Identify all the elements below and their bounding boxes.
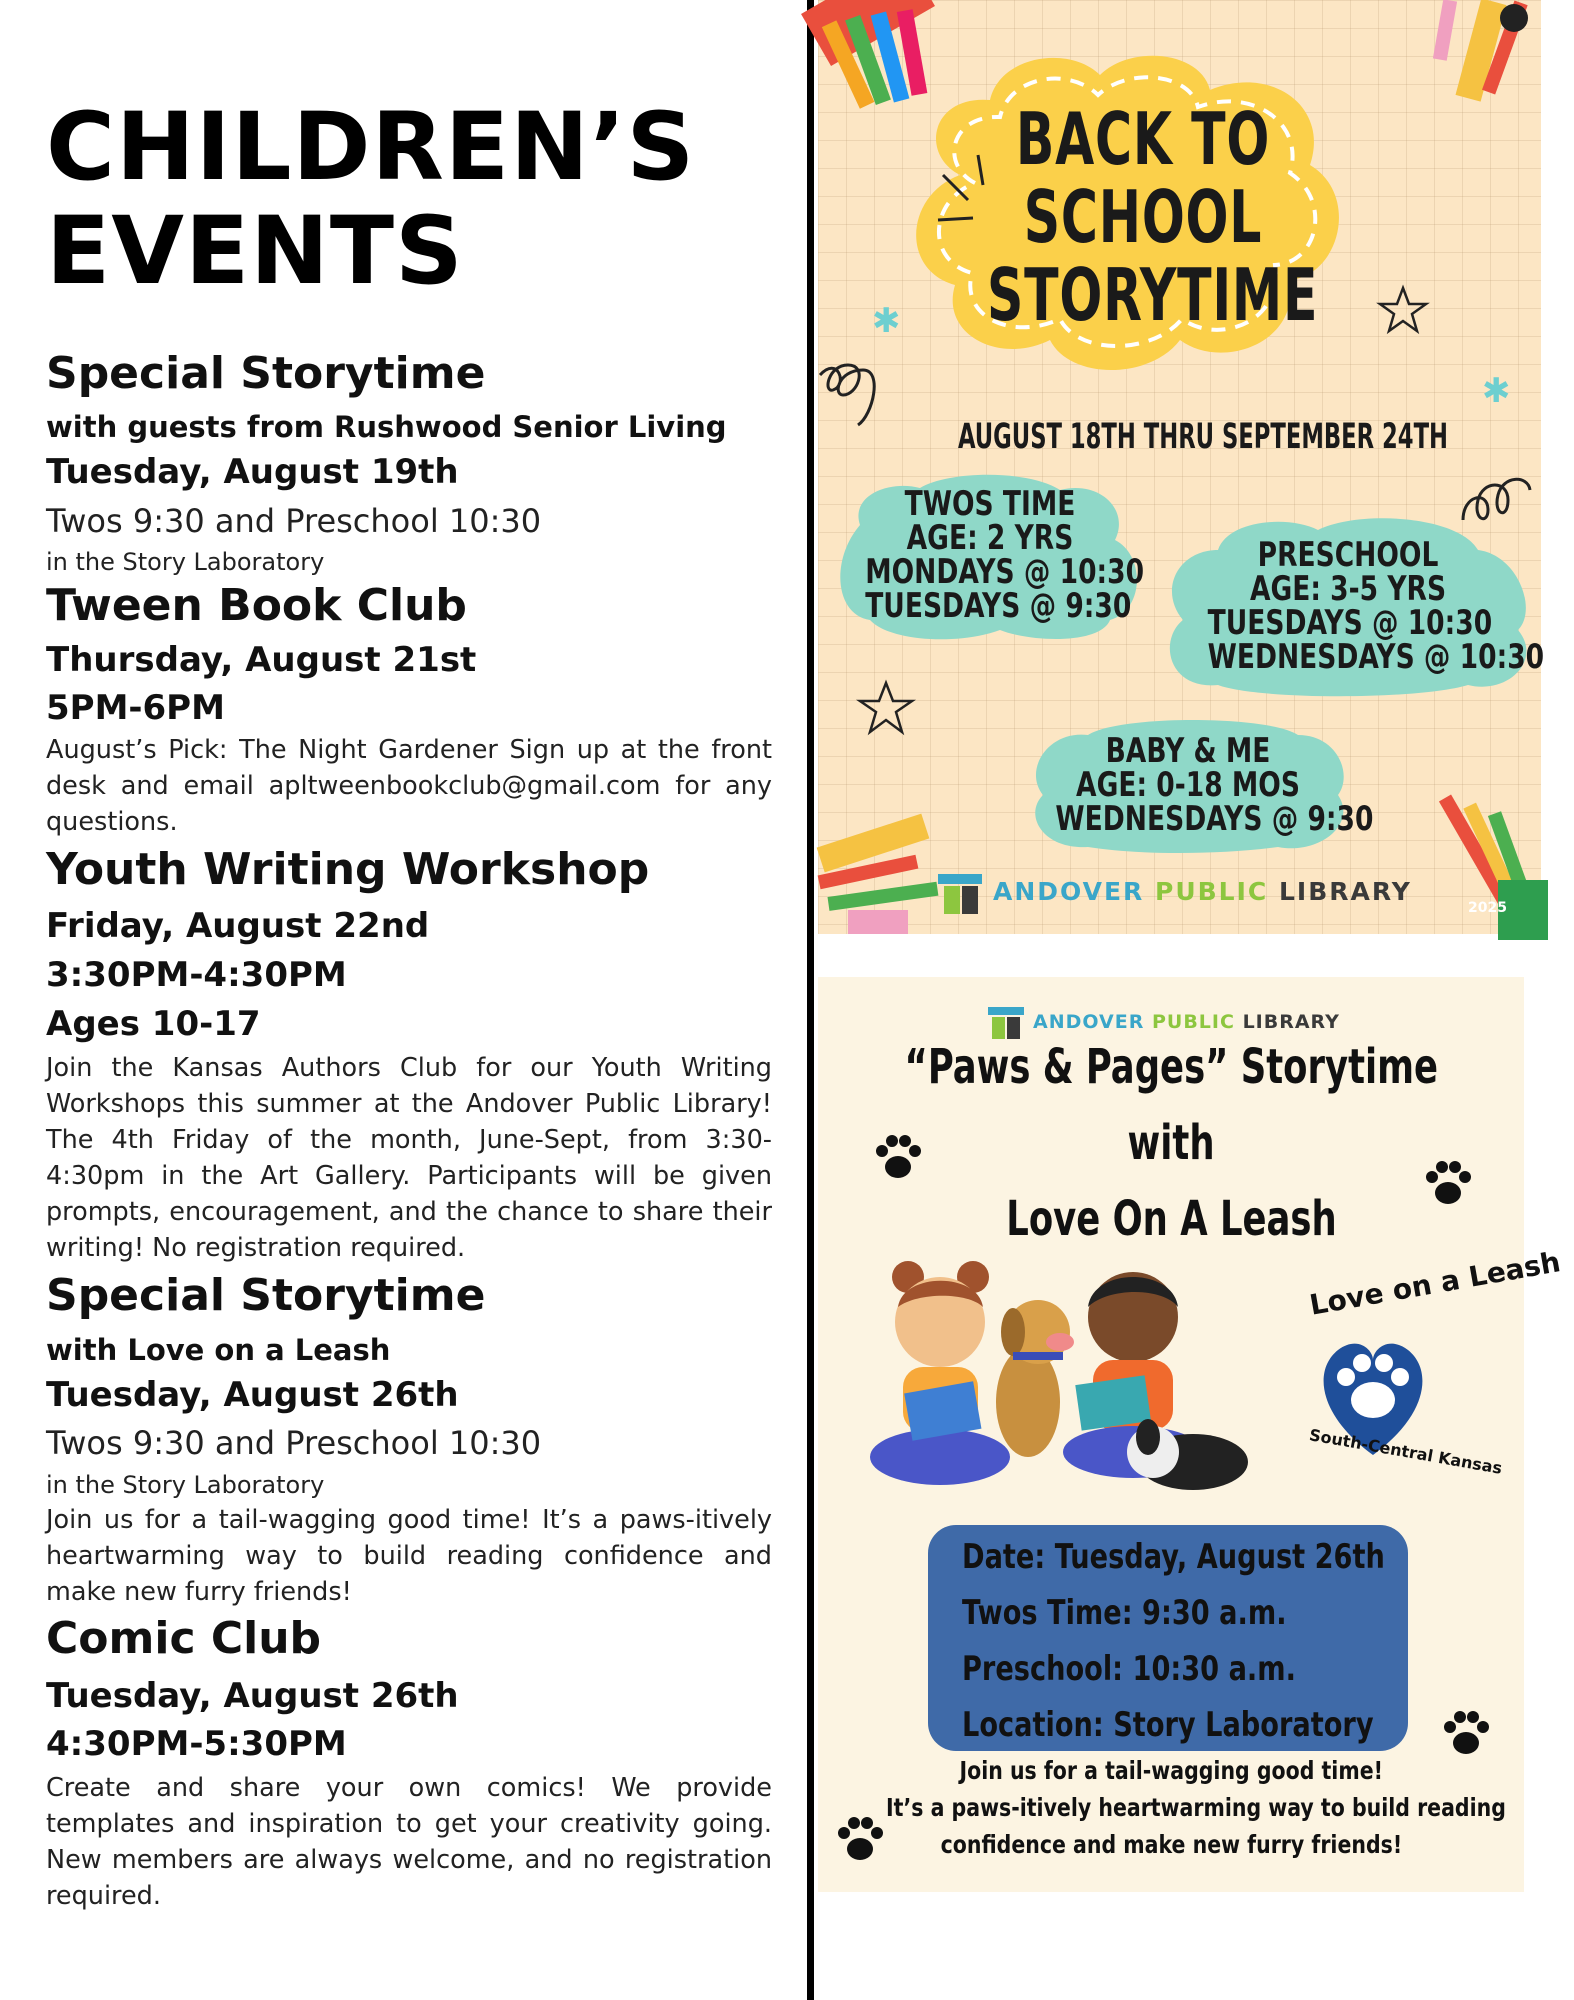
event-ages: Ages 10-17 [46, 1004, 261, 1044]
pencils-icon [1428, 0, 1541, 110]
column-divider [807, 0, 814, 2000]
svg-text:✱: ✱ [872, 301, 901, 341]
baby-badge-text [1055, 731, 1374, 839]
poster-footer-line1 [818, 1756, 1524, 1785]
event-subheading: with guests from Rushwood Senior Living [46, 410, 727, 444]
preschool-badge-text [1207, 535, 1545, 677]
event-time: Twos 9:30 and Preschool 10:30 [46, 1424, 542, 1462]
event-time: 3:30PM-4:30PM [46, 955, 347, 995]
event-time: 4:30PM-5:30PM [46, 1724, 347, 1764]
library-word-andover: ANDOVER [1033, 1011, 1145, 1033]
event-heading: Youth Writing Workshop [46, 844, 650, 895]
twos-badge-text [865, 484, 1145, 626]
back-to-school-poster [818, 0, 1545, 934]
poster-footer-line2 [818, 1793, 1524, 1822]
info-location: Location: Story Laboratory [962, 1705, 1374, 1745]
library-word-andover: ANDOVER [993, 877, 1145, 906]
pencils-icon [818, 810, 938, 934]
event-description: Create and share your own comics! We provide templates and inspiration to get your creativity going. New members are always welcome, and no registration required. [46, 1773, 772, 1911]
title-text: “Paws & Pages” Storytime [904, 1039, 1438, 1095]
badge-line: TWOS TIME [904, 484, 1076, 524]
event-time: Twos 9:30 and Preschool 10:30 [46, 502, 542, 540]
sparkle-icon [1478, 370, 1518, 410]
page-title [46, 93, 696, 306]
event-date: Friday, August 22nd [46, 906, 430, 946]
title-line: SCHOOL [1023, 175, 1263, 259]
library-logo-icon [936, 870, 986, 916]
event-date: Tuesday, August 26th [46, 1375, 459, 1415]
event-location: in the Story Laboratory [46, 548, 325, 576]
library-word-public: PUBLIC [1151, 1011, 1235, 1033]
sparkle-icon [866, 300, 906, 340]
badge-line: BABY & ME [1105, 731, 1271, 771]
badge-line: PRESCHOOL [1257, 535, 1439, 575]
badge-line: WEDNESDAYS @ 10:30 [1207, 637, 1545, 677]
event-location: in the Story Laboratory [46, 1471, 325, 1499]
poster-year: 2025 [1468, 900, 1507, 916]
event-heading: Special Storytime [46, 348, 486, 399]
poster-dates: AUGUST 18TH THRU SEPTEMBER 24TH [958, 417, 1449, 457]
event-heading: Special Storytime [46, 1270, 486, 1321]
library-logo-icon [986, 1004, 1026, 1040]
library-word-library: LIBRARY [1242, 1011, 1340, 1033]
star-icon [858, 680, 914, 736]
event-date: Thursday, August 21st [46, 640, 477, 680]
poster-footer-line3 [818, 1830, 1524, 1859]
poster-title-line3 [818, 1191, 1524, 1247]
event-description: Join us for a tail-wagging good time! It’s a paws-itively heartwarming way to build reading confidence and make new furry friends! [46, 1505, 772, 1607]
library-name [1033, 1011, 1340, 1033]
squiggle-icon [818, 355, 888, 435]
library-word-public: PUBLIC [1155, 877, 1269, 906]
event-info-box [928, 1525, 1408, 1751]
badge-line: TUESDAYS @ 10:30 [1207, 603, 1493, 643]
event-heading: Comic Club [46, 1613, 322, 1664]
footer-text: Join us for a tail-wagging good time! [959, 1756, 1383, 1785]
library-word-library: LIBRARY [1278, 877, 1412, 906]
poster-title [987, 97, 1319, 337]
title-text: with [1127, 1115, 1215, 1171]
title-line: STORYTIME [987, 253, 1319, 337]
paw-print-icon [870, 1129, 926, 1185]
page-title-line2: EVENTS [46, 197, 464, 306]
burst-lines-icon [933, 150, 993, 240]
info-twos-time: Twos Time: 9:30 a.m. [962, 1593, 1287, 1633]
title-line: BACK TO [1015, 97, 1271, 181]
event-heading: Tween Book Club [46, 580, 467, 631]
badge-line: WEDNESDAYS @ 9:30 [1055, 799, 1374, 839]
event-description: Join the Kansas Authors Club for our Youth Writing Workshops this summer at the Andover Public Library! The 4th Friday of the month, June-Sept, from 3:30-4:30pm in the Art Gallery. Participants will be given prompts, encouragement, and the chance to share their writing! No registration required. [46, 1053, 772, 1263]
paw-print-icon [1420, 1155, 1476, 1211]
poster-title-line1 [818, 1039, 1524, 1095]
paw-print-icon [1438, 1705, 1494, 1761]
footer-text: confidence and make new furry friends! [940, 1830, 1402, 1859]
library-name [993, 877, 1412, 906]
footer-text: It’s a paws-itively heartwarming way to build reading [886, 1793, 1506, 1822]
badge-line: MONDAYS @ 10:30 [865, 552, 1145, 592]
event-subheading: with Love on a Leash [46, 1333, 391, 1367]
svg-text:✱: ✱ [1482, 371, 1511, 411]
info-date: Date: Tuesday, August 26th [962, 1537, 1385, 1577]
paws-and-pages-poster [818, 977, 1563, 1892]
badge-line: TUESDAYS @ 9:30 [865, 586, 1132, 626]
star-icon [1378, 285, 1428, 335]
kids-reading-with-dogs-illustration [848, 1252, 1228, 1502]
org-logo-arc-text: Love on a Leash [1307, 1245, 1563, 1322]
event-description: August’s Pick: The Night Gardener Sign up at the front desk and email apltweenbookclub@gmail.com for any questions. [46, 735, 772, 837]
info-preschool-time: Preschool: 10:30 a.m. [962, 1649, 1296, 1689]
title-text: Love On A Leash [1005, 1191, 1337, 1247]
event-time: 5PM-6PM [46, 688, 225, 728]
badge-line: AGE: 2 YRS [906, 518, 1074, 558]
event-date: Tuesday, August 26th [46, 1676, 459, 1716]
badge-line: AGE: 0-18 MOS [1076, 765, 1300, 805]
badge-line: AGE: 3-5 YRS [1249, 569, 1447, 609]
org-logo-region: South-Central Kansas [1307, 1425, 1504, 1478]
page-title-line1: CHILDREN’S [46, 93, 696, 202]
event-date: Tuesday, August 19th [46, 452, 459, 492]
